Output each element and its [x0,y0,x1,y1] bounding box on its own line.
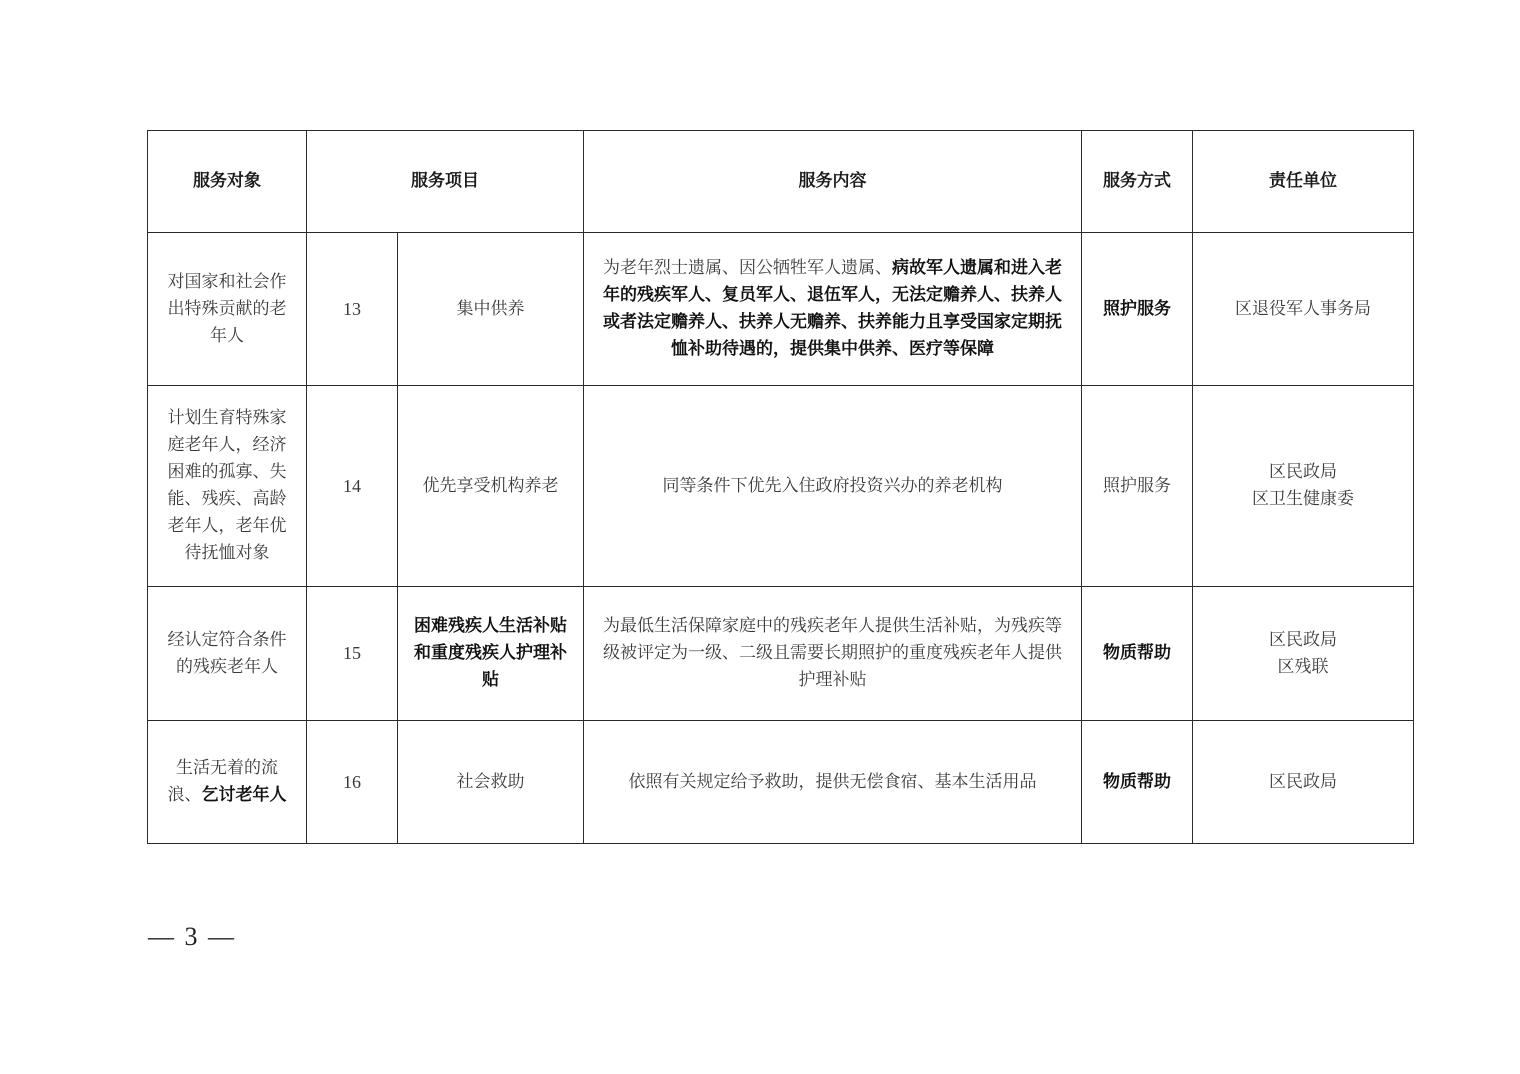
content-plain-text: 为老年烈士遗属、因公牺牲军人遗属、 [603,258,892,278]
unit-line: 区民政局 [1269,629,1337,650]
table-row [148,587,1414,721]
cell-content: 同等条件下优先入住政府投资兴办的养老机构 [584,386,1082,587]
unit-line: 区残联 [1277,656,1329,677]
table-row [148,721,1414,844]
cell-method: 物质帮助 [1082,587,1193,721]
cell-unit [1193,386,1414,587]
cell-number: 14 [307,386,398,587]
cell-target: 经认定符合条件的残疾老年人 [148,587,307,721]
unit-line: 区卫生健康委 [1252,489,1354,509]
header-service-target: 服务对象 [148,131,307,233]
cell-content: 为最低生活保障家庭中的残疾老年人提供生活补贴，为残疾等级被评定为一级、二级且需要长期照护的重度残疾老年人提供护理补贴 [584,587,1082,721]
table-row [148,386,1414,587]
page-number: — 3 — [148,922,236,951]
cell-number: 13 [307,233,398,386]
cell-unit: 区民政局 [1193,721,1414,844]
header-service-content: 服务内容 [584,131,1082,233]
cell-content: 依照有关规定给予救助，提供无偿食宿、基本生活用品 [584,721,1082,844]
header-responsible-unit: 责任单位 [1193,131,1414,233]
cell-item: 优先享受机构养老 [398,386,584,587]
content-bold-text: 病故军人遗属和进入老年的残疾军人、复员军人、退伍军人，无法定赡养人、扶养人或者法定赡养人、扶养人无赡养、扶养能力且享受国家定期抚恤补助待遇的，提供集中供养、医疗等保障 [603,258,1062,359]
target-bold-text: 乞讨老年人 [201,785,287,805]
header-service-item: 服务项目 [307,131,584,233]
cell-method: 物质帮助 [1082,721,1193,844]
cell-method: 照护服务 [1082,233,1193,386]
cell-item: 社会救助 [398,721,584,844]
cell-number: 15 [307,587,398,721]
header-service-method: 服务方式 [1082,131,1193,233]
cell-item: 困难残疾人生活补贴和重度残疾人护理补贴 [398,587,584,721]
cell-method: 照护服务 [1082,386,1193,587]
cell-number: 16 [307,721,398,844]
target-plain-text: 生活无着的流浪、 [167,758,278,805]
cell-target [148,721,307,844]
cell-content [584,233,1082,386]
table-header-row [148,131,1414,233]
cell-target: 对国家和社会作出特殊贡献的老年人 [148,233,307,386]
service-table [147,130,1414,844]
unit-line: 区民政局 [1269,462,1337,482]
cell-target: 计划生育特殊家庭老年人，经济困难的孤寡、失能、残疾、高龄老年人，老年优待抚恤对象 [148,386,307,587]
table-row [148,233,1414,386]
cell-unit [1193,587,1414,721]
cell-item: 集中供养 [398,233,584,386]
cell-unit: 区退役军人事务局 [1193,233,1414,386]
